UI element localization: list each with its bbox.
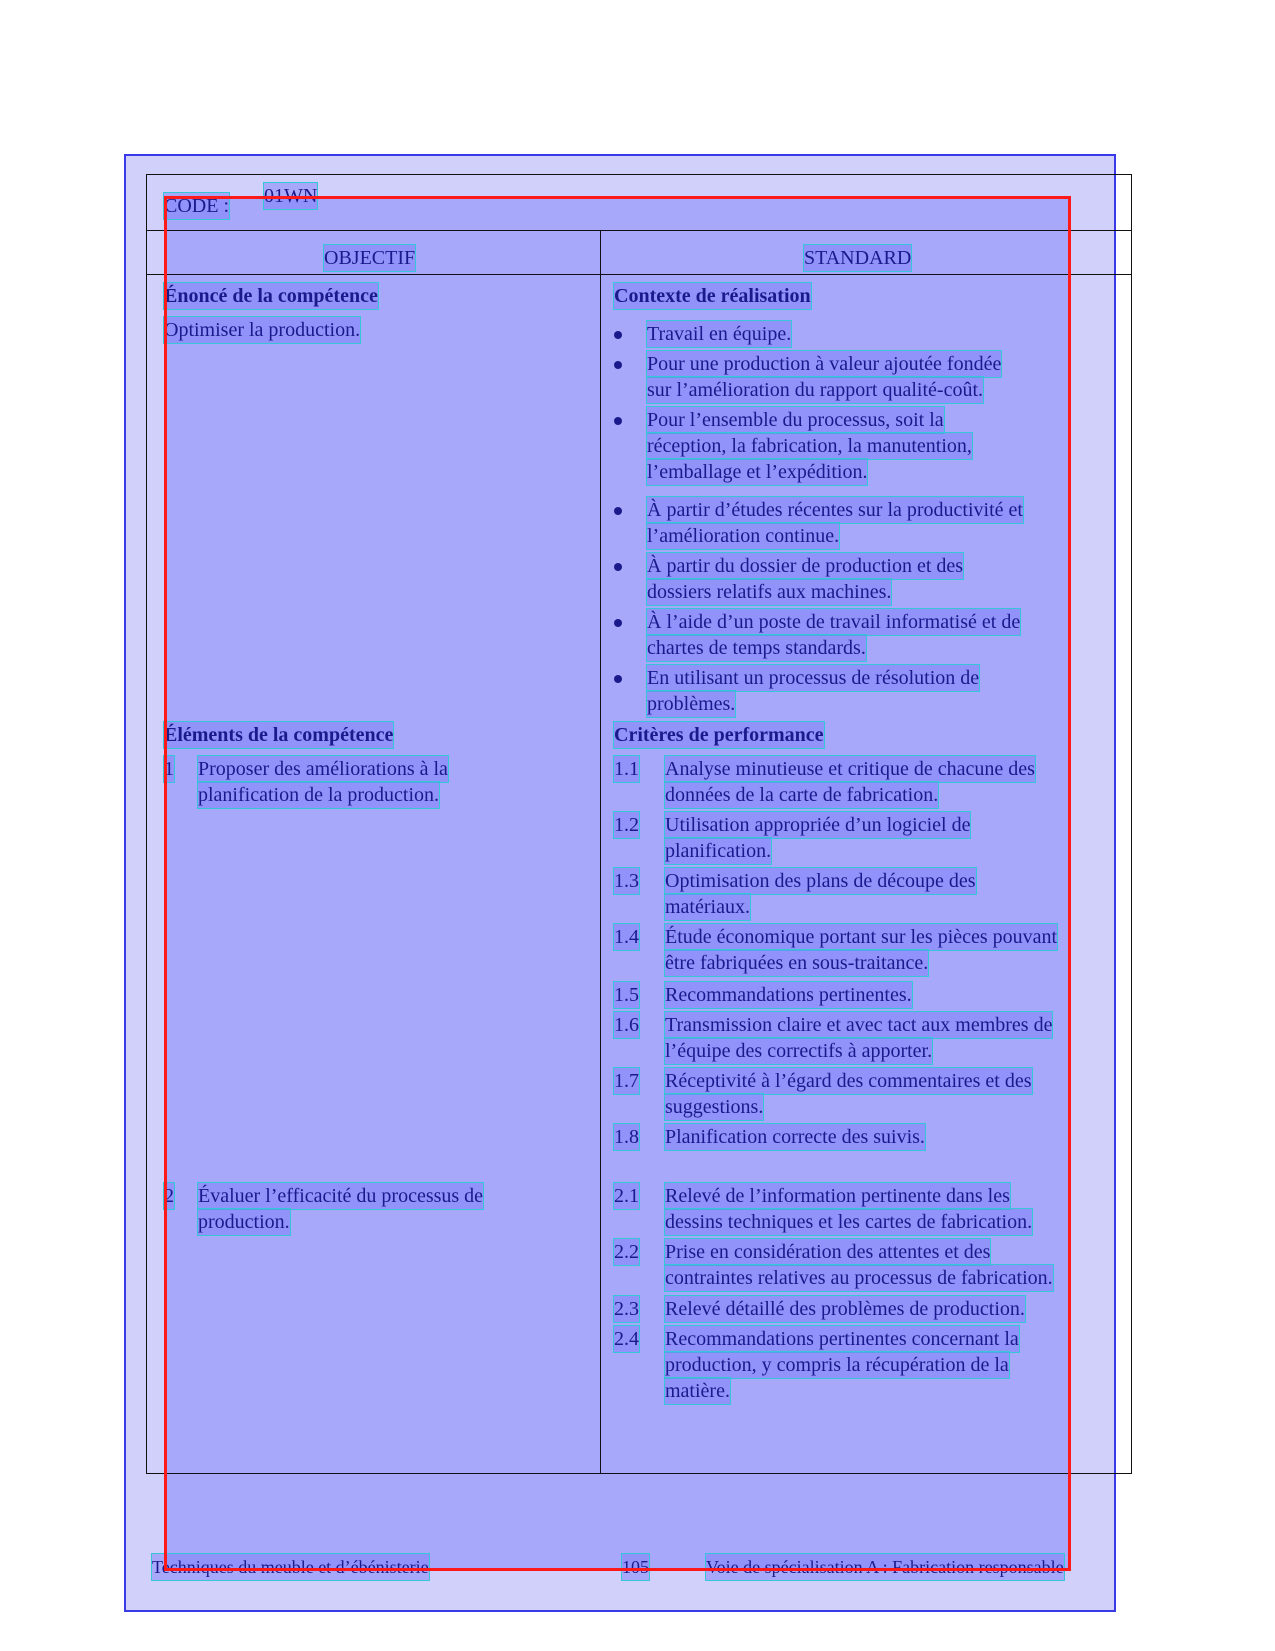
bullet-icon [614,361,622,369]
element-number: 1 [164,758,174,780]
critere-number: 1.4 [614,926,639,948]
critere-text-line: Optimisation des plans de découpe des [665,870,976,892]
critere-number: 1.1 [614,758,639,780]
critere-text-line: matière. [665,1380,730,1402]
criteres-heading: Critères de performance [614,724,824,746]
critere-text-line: Analyse minutieuse et critique de chacune des [665,758,1035,780]
element-text-line: Évaluer l’efficacité du processus de [198,1185,484,1207]
bullet-icon [614,619,622,627]
critere-text-line: contraintes relatives au processus de fabrication. [665,1267,1053,1289]
critere-number: 2.3 [614,1298,639,1320]
critere-number: 1.2 [614,814,639,836]
contexte-item-line: À partir du dossier de production et des [647,555,964,577]
table-divider-columns [146,274,1132,275]
critere-text-line: Étude économique portant sur les pièces pouvant [665,926,1058,948]
contexte-item-line: réception, la fabrication, la manutention, [647,435,972,457]
contexte-item-line: l’emballage et l’expédition. [647,461,868,483]
critere-text-line: données de la carte de fabrication. [665,784,939,806]
critere-text-line: Prise en considération des attentes et des [665,1241,991,1263]
critere-text-line: Planification correcte des suivis. [665,1126,925,1148]
critere-number: 2.4 [614,1328,639,1350]
footer-page-number: 105 [622,1554,649,1580]
element-text-line: Proposer des améliorations à la [198,758,448,780]
contexte-item-line: l’amélioration continue. [647,525,840,547]
contexte-item-line: Travail en équipe. [647,323,792,345]
critere-text-line: Recommandations pertinentes concernant la [665,1328,1019,1350]
critere-text-line: matériaux. [665,896,750,918]
column-header-objectif: OBJECTIF [324,247,416,269]
table-column-divider [600,230,601,1474]
critere-number: 1.6 [614,1014,639,1036]
element-number: 2 [164,1185,174,1207]
code-value: 01WN [264,185,318,207]
footer-program: Techniques du meuble et d’ébénisterie [152,1554,429,1580]
critere-number: 1.8 [614,1126,639,1148]
element-text-line: planification de la production. [198,784,440,806]
contexte-item-line: En utilisant un processus de résolution de [647,667,980,689]
critere-text-line: Réceptivité à l’égard des commentaires et des [665,1070,1032,1092]
footer-specialization: Voie de spécialisation A : Fabrication responsable [706,1554,1064,1580]
critere-text-line: Relevé détaillé des problèmes de production. [665,1298,1025,1320]
contexte-item-line: chartes de temps standards. [647,637,866,659]
critere-number: 1.5 [614,984,639,1006]
code-label: CODE : [164,195,229,217]
contexte-item-line: sur l’amélioration du rapport qualité-coût. [647,379,984,401]
critere-text-line: production, y compris la récupération de la [665,1354,1009,1376]
contexte-heading: Contexte de réalisation [614,285,811,307]
contexte-item-line: Pour une production à valeur ajoutée fondée [647,353,1002,375]
enonce-heading: Énoncé de la compétence [164,285,378,307]
enonce-text: Optimiser la production. [164,319,361,341]
contexte-item-line: dossiers relatifs aux machines. [647,581,892,603]
critere-text-line: Relevé de l’information pertinente dans les [665,1185,1010,1207]
contexte-item-line: problèmes. [647,693,736,715]
contexte-item-line: À partir d’études récentes sur la productivité et [647,499,1023,521]
critere-text-line: être fabriquées en sous-traitance. [665,952,929,974]
critere-number: 2.1 [614,1185,639,1207]
contexte-item-line: Pour l’ensemble du processus, soit la [647,409,944,431]
critere-number: 1.3 [614,870,639,892]
critere-text-line: Utilisation appropriée d’un logiciel de [665,814,971,836]
critere-text-line: l’équipe des correctifs à apporter. [665,1040,933,1062]
table-divider-header [146,230,1132,231]
bullet-icon [614,417,622,425]
bullet-icon [614,675,622,683]
critere-text-line: planification. [665,840,772,862]
critere-number: 1.7 [614,1070,639,1092]
bullet-icon [614,563,622,571]
critere-text-line: Transmission claire et avec tact aux membres de [665,1014,1053,1036]
element-text-line: production. [198,1211,290,1233]
column-header-standard: STANDARD [804,247,912,269]
bullet-icon [614,331,622,339]
bullet-icon [614,507,622,515]
critere-number: 2.2 [614,1241,639,1263]
critere-text-line: Recommandations pertinentes. [665,984,912,1006]
elements-heading: Éléments de la compétence [164,724,394,746]
critere-text-line: dessins techniques et les cartes de fabrication. [665,1211,1033,1233]
critere-text-line: suggestions. [665,1096,764,1118]
contexte-item-line: À l’aide d’un poste de travail informatisé et de [647,611,1021,633]
